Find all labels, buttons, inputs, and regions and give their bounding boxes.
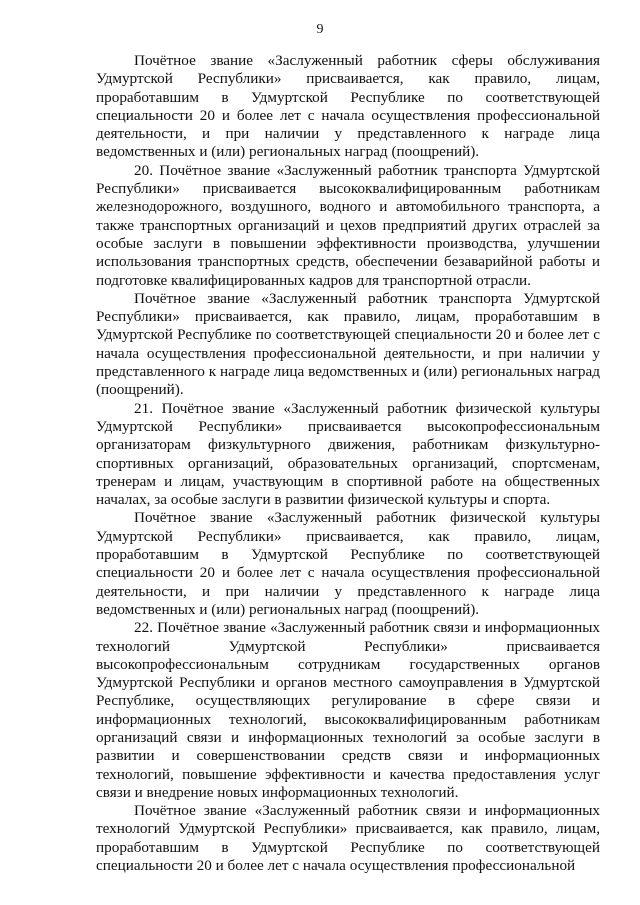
paragraph-communications-criteria: Почётное звание «Заслуженный работник связи и информационных технологий Удмуртской Республики» присваивается, как правило, лицам, проработавшим в Удмуртской Республике по соответствующей специальности 20 и более лет с начала осуществления профессиональной bbox=[96, 802, 600, 875]
paragraph-service-workers-criteria: Почётное звание «Заслуженный работник сферы обслуживания Удмуртской Республики» присваивается, как правило, лицам, проработавшим в Удмуртской Республике по соответствующей специальности 20 и более лет с начала осуществления профессиональной деятельности, и при наличии у представленного к награде лица ведомственных и (или) региональных наград (поощрений). bbox=[96, 52, 600, 161]
paragraph-20-transport: 20. Почётное звание «Заслуженный работник транспорта Удмуртской Республики» присваивается высококвалифицированным работникам железнодорожного, воздушного, водного и автомобильного транспорта, а также транспортных организаций и цехов предприятий других отраслей за особые заслуги в повышении эффективности производства, улучшении использования транспортных средств, обеспечении безаварийной работы и подготовке квалифицированных кадров для транспортной отрасли. bbox=[96, 161, 600, 289]
page-number: 9 bbox=[316, 22, 324, 37]
paragraph-transport-criteria: Почётное звание «Заслуженный работник транспорта Удмуртской Республики» присваивается, как правило, лицам, проработавшим в Удмуртской Республике по соответствующей специальности 20 и более лет с начала осуществления профессиональной деятельности, и при наличии у представленного к награде лица ведомственных и (или) региональных наград (поощрений). bbox=[96, 289, 600, 399]
paragraph-21-physical-culture: 21. Почётное звание «Заслуженный работник физической культуры Удмуртской Республики» присваивается высокопрофессиональным организаторам физкультурного движения, работникам физкультурно-спортивных организаций, образовательных организаций, спортсменам, тренерам и лицам, участвующим в спортивной работе на общественных началах, за особые заслуги в развитии физической культуры и спорта. bbox=[96, 399, 600, 509]
paragraph-22-communications: 22. Почётное звание «Заслуженный работник связи и информационных технологий Удмуртской Республики» присваивается высокопрофессиональным сотрудникам государственных органов Удмуртской Республики и органов местного самоуправления в Удмуртской Республике, осуществляющих регулирование в сфере связи и информационных технологий, высококвалифицированным работникам организаций связи и информационных технологий за особые заслуги в развитии и совершенствовании средств связи и информационных технологий, повышение эффективности и качества предоставления услуг связи и внедрение новых информационных технологий. bbox=[96, 619, 600, 801]
document-body bbox=[96, 52, 600, 875]
paragraph-physical-culture-criteria: Почётное звание «Заслуженный работник физической культуры Удмуртской Республики» присваивается, как правило, лицам, проработавшим в Удмуртской Республике по соответствующей специальности 20 и более лет с начала осуществления профессиональной деятельности, и при наличии у представленного к награде лица ведомственных и (или) региональных наград (поощрений). bbox=[96, 509, 600, 618]
